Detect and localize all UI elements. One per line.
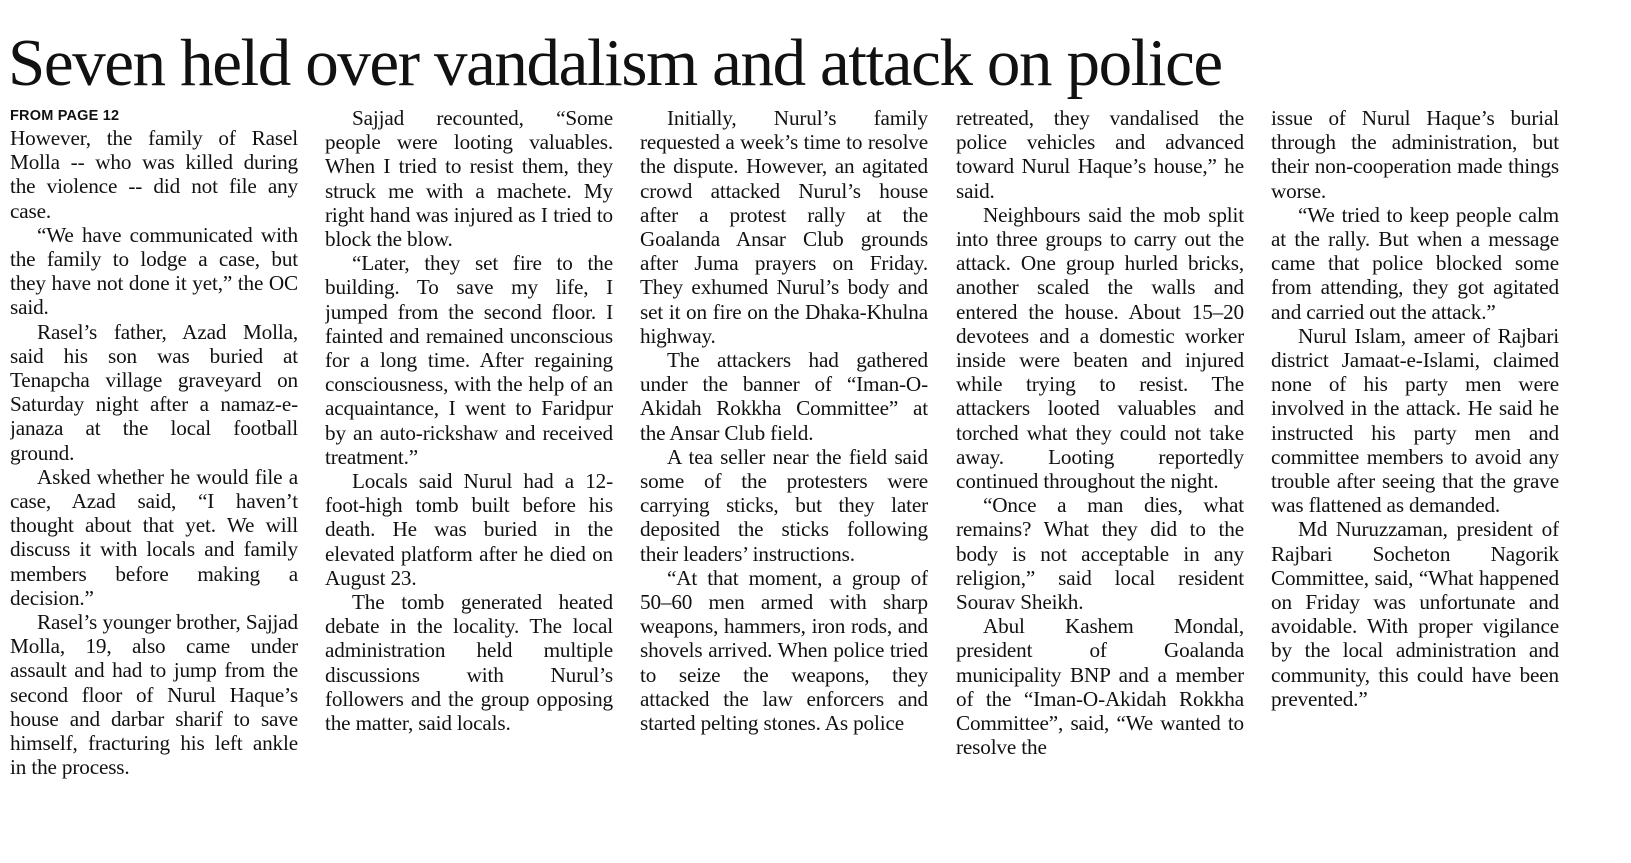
paragraph: The tomb generated heated debate in the locality. The local administration held multiple discussions with Nurul’s followers and the group opposing the matter, said locals. <box>325 590 613 736</box>
article-column-2 <box>325 106 613 846</box>
paragraph-continuation: issue of Nurul Haque’s burial through the administration, but their non-cooperation made things worse. <box>1271 106 1559 203</box>
paragraph: However, the family of Rasel Molla -- who was killed during the violence -- did not file any case. <box>10 126 298 223</box>
paragraph: “At that moment, a group of 50–60 men armed with sharp weapons, hammers, iron rods, and shovels arrived. When police tried to seize the weapons, they attacked the law enforcers and started pelting stones. As police <box>640 565 928 736</box>
paragraph: “We tried to keep people calm at the rally. But when a message came that police blocked some from attending, they got agitated and carried out the attack.” <box>1271 202 1559 324</box>
paragraph: A tea seller near the field said some of the protesters were carrying sticks, but they later deposited the sticks following their leaders’ instructions. <box>640 444 928 566</box>
paragraph: “We have communicated with the family to lodge a case, but they have not done it yet,” the OC said. <box>10 222 298 320</box>
article-body <box>0 106 1631 863</box>
article-column-3 <box>640 106 928 846</box>
paragraph: “Later, they set fire to the building. To save my life, I jumped from the second floor. I fainted and remained unconscious for a long time. After regaining consciousness, with the help of an acquaintance, I went to Faridpur by an auto-rickshaw and received treatment.” <box>325 251 613 469</box>
paragraph: Rasel’s father, Azad Molla, said his son was buried at Tenapcha village graveyard on Saturday night after a namaz-e-janaza at the local football ground. <box>10 319 298 465</box>
paragraph: Abul Kashem Mondal, president of Goalanda municipality BNP and a member of the “Iman-O-Akidah Rokkha Committee”, said, “We wanted to resolve the <box>956 614 1244 760</box>
paragraph-continuation: retreated, they vandalised the police vehicles and advanced toward Nurul Haque’s house,” he said. <box>956 106 1244 203</box>
paragraph: Sajjad recounted, “Some people were looting valuables. When I tried to resist them, they struck me with a machete. My right hand was injured as I tried to block the blow. <box>325 106 613 252</box>
paragraph: Neighbours said the mob split into three groups to carry out the attack. One group hurled bricks, another scaled the walls and entered the house. About 15–20 devotees and a domestic worker inside were beaten and injured while trying to resist. The attackers looted valuables and torched what they could not take away. Looting reportedly continued throughout the night. <box>956 202 1244 494</box>
continuation-kicker: FROM PAGE 12 <box>10 108 120 124</box>
article-column-5 <box>1271 106 1559 846</box>
paragraph: The attackers had gathered under the banner of “Iman-O-Akidah Rokkha Committee” at the Ansar Club field. <box>640 348 928 445</box>
paragraph: Asked whether he would file a case, Azad said, “I haven’t thought about that yet. We will discuss it with locals and family members before making a decision.” <box>10 464 298 610</box>
paragraph: “Once a man dies, what remains? What they did to the body is not acceptable in any religion,” said local resident Sourav Sheikh. <box>956 493 1244 615</box>
paragraph: Rasel’s younger brother, Sajjad Molla, 19, also came under assault and had to jump from the second floor of Nurul Haque’s house and darbar sharif to save himself, fracturing his left ankle in the process. <box>10 610 298 780</box>
paragraph: Nurul Islam, ameer of Rajbari district Jamaat-e-Islami, claimed none of his party men were involved in the attack. He said he instructed his party men and committee members to avoid any trouble after seeing that the grave was flattened as demanded. <box>1271 323 1559 518</box>
article-column-4 <box>956 106 1244 846</box>
paragraph: Locals said Nurul had a 12-foot-high tomb built before his death. He was buried in the elevated platform after he died on August 23. <box>325 469 613 590</box>
paragraph: Md Nuruzzaman, president of Rajbari Socheton Nagorik Committee, said, “What happened on Friday was unfortunate and avoidable. With proper vigilance by the local administration and community, this could have been prevented.” <box>1271 517 1559 711</box>
article-headline: Seven held over vandalism and attack on police <box>8 26 1222 100</box>
article-column-1 <box>10 106 298 846</box>
paragraph: Initially, Nurul’s family requested a week’s time to resolve the dispute. However, an agitated crowd attacked Nurul’s house after a protest rally at the Goalanda Ansar Club grounds after Juma prayers on Friday. They exhumed Nurul’s body and set it on fire on the Dhaka-Khulna highway. <box>640 106 928 348</box>
